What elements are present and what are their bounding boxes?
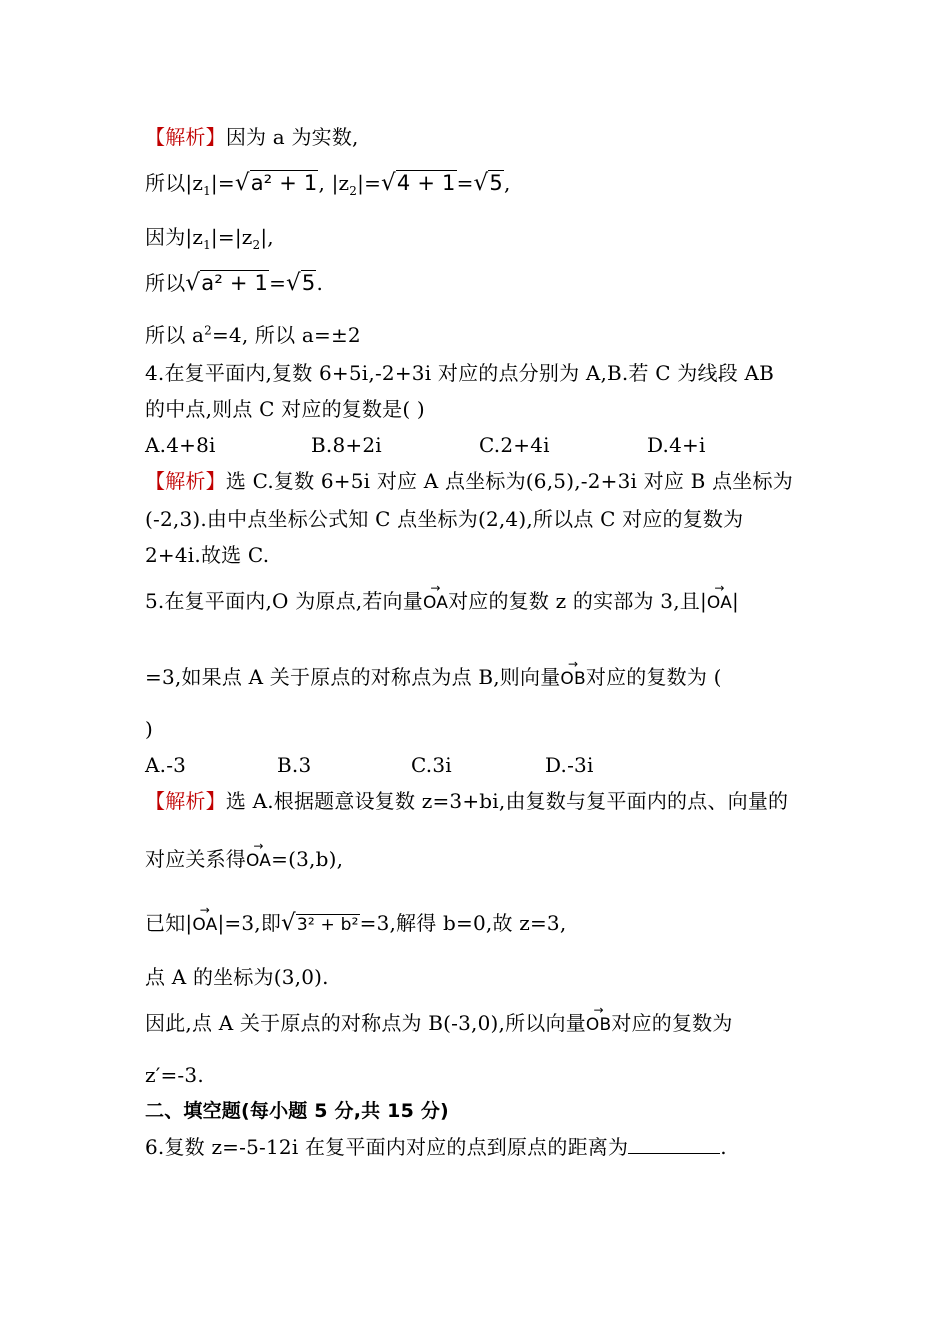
q4-analysis-line-2: (-2,3).由中点坐标公式知 C 点坐标为(2,4),所以点 C 对应的复数为	[145, 507, 744, 531]
sqrt-4-plus-1: √4 + 1	[381, 170, 456, 196]
vector-ob: → OB	[560, 657, 586, 689]
q4-analysis-line-1: 【解析】选 C.复数 6+5i 对应 A 点坐标为(6,5),-2+3i 对应 B 点坐标为	[145, 469, 793, 493]
q3-analysis-line-5: 所以 $a^2=4$, 所以 a=±2	[145, 323, 361, 347]
q5-stem-line-3: )	[145, 717, 154, 741]
q4-analysis-line-3: 2+4i.故选 C.	[145, 543, 270, 567]
sqrt-5: √5	[286, 270, 316, 296]
q4-option-b: B.8+2i	[311, 433, 382, 457]
q5-stem-line-1: 5.在复平面内,O 为原点,若向量 → OA对应的复数 z 的实部为 3,且| → OA|	[145, 588, 739, 616]
answer-blank[interactable]	[628, 1135, 720, 1154]
sqrt-5: √5	[473, 170, 503, 196]
q4-option-a: A.4+8i	[145, 433, 216, 457]
q3-analysis-line-3: 因为$|z_1|=|z_2|$,	[145, 225, 274, 252]
q4-options	[145, 432, 706, 458]
section-heading-fill-blank: 二、填空题(每小题 5 分,共 15 分)	[145, 1100, 449, 1122]
sqrt-a2-plus-1: √a² + 1	[234, 170, 318, 196]
q5-analysis-line-3: 已知| → OA|=3,即√3² + b²=3,解得 b=0,故 z=3,	[145, 903, 567, 936]
q6-stem: 6.复数 z=-5-12i 在复平面内对应的点到原点的距离为 .	[145, 1135, 727, 1159]
q3-analysis-line-1: 【解析】因为 a 为实数,	[145, 125, 359, 149]
q4-option-c: C.2+4i	[479, 433, 550, 457]
analysis-tag: 【解析】	[145, 125, 226, 149]
vector-ob: → OB	[585, 1003, 612, 1035]
q5-option-b: B.3	[277, 753, 312, 777]
q3-analysis-line-4: 所以√a² + 1=√5.	[145, 270, 324, 296]
q5-analysis-line-2: 对应关系得 → OA=(3,b),	[145, 846, 343, 874]
q4-stem-line-1: 4.在复平面内,复数 6+5i,-2+3i 对应的点分别为 A,B.若 C 为线段 AB	[145, 361, 775, 385]
vector-oa: → OA	[192, 903, 218, 935]
q5-analysis-line-4: 点 A 的坐标为(3,0).	[145, 965, 329, 989]
vector-oa: → OA	[706, 581, 733, 613]
q4-stem-line-2: 的中点,则点 C 对应的复数是( )	[145, 397, 425, 421]
vector-oa: → OA	[246, 839, 272, 871]
q3-analysis-line-2: 所以$|z_1|=√a^2 + 1$, $|z_2|=√4 + 1=√5$,	[145, 170, 511, 198]
q5-analysis-line-6: z′=-3.	[145, 1063, 204, 1087]
q5-stem-line-2: =3,如果点 A 关于原点的对称点为点 B,则向量 → OB对应的复数为 (	[145, 664, 722, 692]
q4-option-d: D.4+i	[647, 433, 706, 457]
vector-oa: → OA	[422, 581, 449, 613]
q5-analysis-line-1: 【解析】选 A.根据题意设复数 z=3+bi,由复数与复平面内的点、向量的	[145, 789, 789, 813]
q5-option-c: C.3i	[411, 753, 452, 777]
sqrt-a2-plus-1: √a² + 1	[185, 270, 269, 296]
q5-option-a: A.-3	[145, 753, 187, 777]
q5-options	[145, 752, 594, 778]
q5-option-d: D.-3i	[545, 753, 594, 777]
sqrt-3sq-plus-bsq: √3² + b²	[281, 910, 359, 936]
q5-analysis-line-5: 因此,点 A 关于原点的对称点为 B(-3,0),所以向量 → OB对应的复数为	[145, 1010, 733, 1038]
